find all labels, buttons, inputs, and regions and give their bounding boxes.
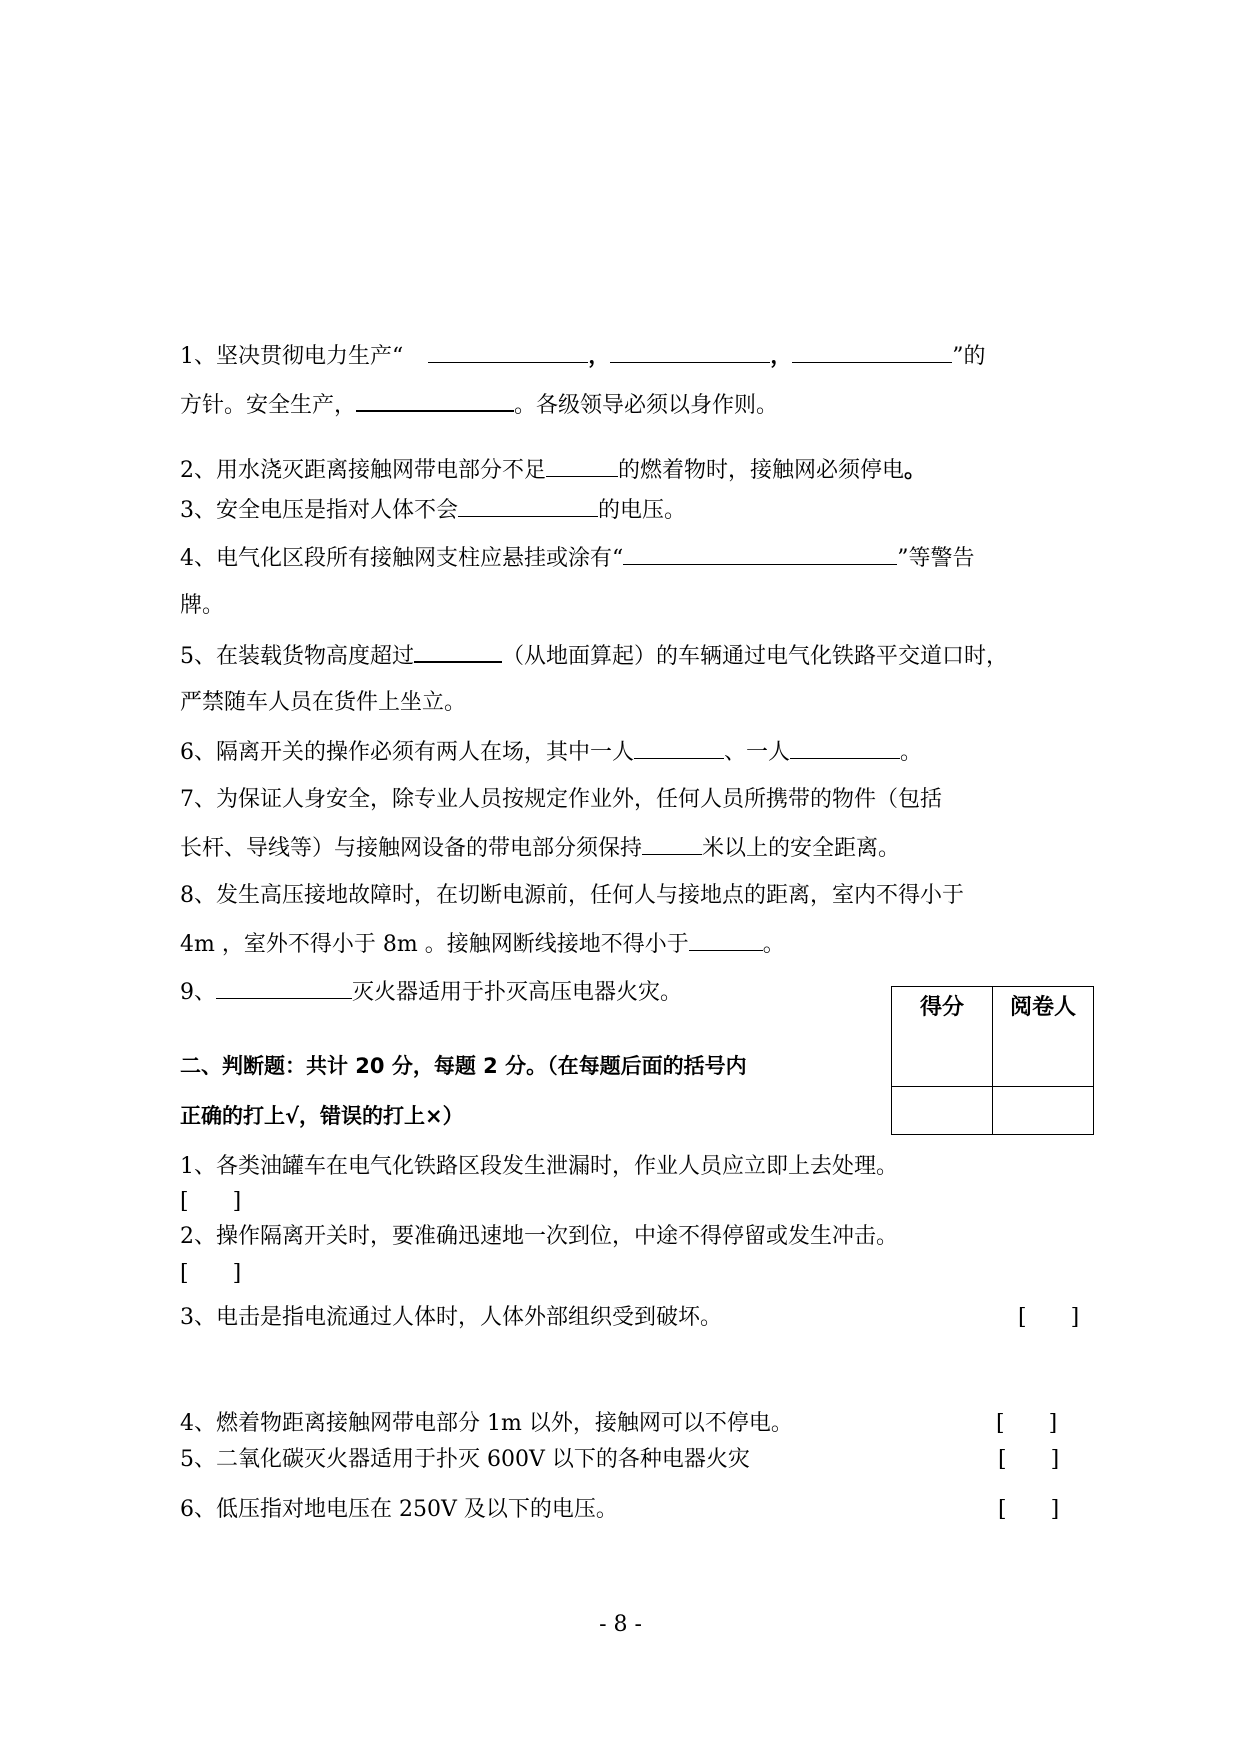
section-2-title-line-1: 二、判断题：共计 20 分，每题 2 分。（在每题后面的括号内 bbox=[180, 1054, 747, 1078]
tf-question-1: 1、各类油罐车在电气化铁路区段发生泄漏时，作业人员应立即上去处理。 bbox=[180, 1154, 898, 1179]
tf-question-4: 4、燃着物距离接触网带电部分 1m 以外，接触网可以不停电。 bbox=[180, 1411, 793, 1436]
tf-bracket-2[interactable]: [ ] bbox=[180, 1261, 242, 1286]
question-1-line-2: 方针。安全生产， 。各级领导必须以身作则。 bbox=[180, 390, 778, 420]
question-6: 6、隔离开关的操作必须有两人在场，其中一人 、一人 。 bbox=[180, 740, 923, 765]
tf-bracket-1[interactable]: [ ] bbox=[180, 1189, 242, 1214]
score-table bbox=[891, 986, 1094, 1135]
question-8-line-1: 8、发生高压接地故障时，在切断电源前，任何人与接地点的距离，室内不得小于 bbox=[180, 883, 964, 908]
grader-label: 阅卷人 bbox=[993, 987, 1094, 1087]
question-2: 2、用水浇灭距离接触网带电部分不足 的燃着物时，接触网必须停电。 bbox=[180, 458, 927, 483]
answer-blank[interactable] bbox=[414, 641, 502, 663]
answer-blank[interactable] bbox=[689, 930, 763, 951]
question-9: 9、 灭火器适用于扑灭高压电器火灾。 bbox=[180, 980, 683, 1005]
question-5-line-1: 5、在装载货物高度超过 （从地面算起）的车辆通过电气化铁路平交道口时， bbox=[180, 641, 1008, 671]
tf-bracket-6[interactable]: [ ] bbox=[998, 1497, 1060, 1522]
answer-blank[interactable] bbox=[356, 390, 514, 412]
question-1-line-1: 1、坚决贯彻电力生产“ ， ， ”的 bbox=[180, 344, 986, 369]
question-7-line-2: 长杆、导线等）与接触网设备的带电部分须保持 米以上的安全距离。 bbox=[180, 836, 901, 861]
question-4-line-2: 牌。 bbox=[180, 593, 225, 618]
question-8-line-2: 4m ，室外不得小于 8m 。接触网断线接地不得小于 。 bbox=[180, 932, 785, 957]
score-label: 得分 bbox=[892, 987, 993, 1087]
page-number: - 8 - bbox=[599, 1612, 642, 1637]
answer-blank[interactable] bbox=[428, 342, 588, 363]
answer-blank[interactable] bbox=[458, 496, 598, 517]
answer-blank[interactable] bbox=[790, 738, 900, 759]
answer-blank[interactable] bbox=[642, 834, 702, 855]
tf-question-2: 2、操作隔离开关时，要准确迅速地一次到位，中途不得停留或发生冲击。 bbox=[180, 1224, 898, 1249]
answer-blank[interactable] bbox=[792, 342, 952, 363]
section-2-title-line-2: 正确的打上√，错误的打上×） bbox=[180, 1104, 464, 1128]
tf-bracket-5[interactable]: [ ] bbox=[998, 1447, 1060, 1472]
tf-question-5: 5、二氧化碳灭火器适用于扑灭 600V 以下的各种电器火灾 bbox=[180, 1447, 750, 1472]
answer-blank[interactable] bbox=[216, 978, 352, 999]
tf-question-6: 6、低压指对地电压在 250V 及以下的电压。 bbox=[180, 1497, 618, 1522]
grader-cell[interactable] bbox=[993, 1087, 1094, 1135]
answer-blank[interactable] bbox=[634, 738, 724, 759]
question-7-line-1: 7、为保证人身安全，除专业人员按规定作业外，任何人员所携带的物件（包括 bbox=[180, 787, 942, 812]
tf-bracket-4[interactable]: [ ] bbox=[996, 1411, 1058, 1436]
question-5-line-2: 严禁随车人员在货件上坐立。 bbox=[180, 690, 467, 715]
tf-question-3: 3、电击是指电流通过人体时，人体外部组织受到破坏。 bbox=[180, 1305, 722, 1330]
tf-bracket-3[interactable]: [ ] bbox=[1018, 1305, 1080, 1330]
answer-blank[interactable] bbox=[610, 342, 770, 363]
answer-blank[interactable] bbox=[546, 456, 618, 477]
question-4-line-1: 4、电气化区段所有接触网支柱应悬挂或涂有“ ”等警告 bbox=[180, 546, 975, 571]
score-cell[interactable] bbox=[892, 1087, 993, 1135]
answer-blank[interactable] bbox=[623, 544, 897, 565]
question-3: 3、安全电压是指对人体不会 的电压。 bbox=[180, 498, 687, 523]
